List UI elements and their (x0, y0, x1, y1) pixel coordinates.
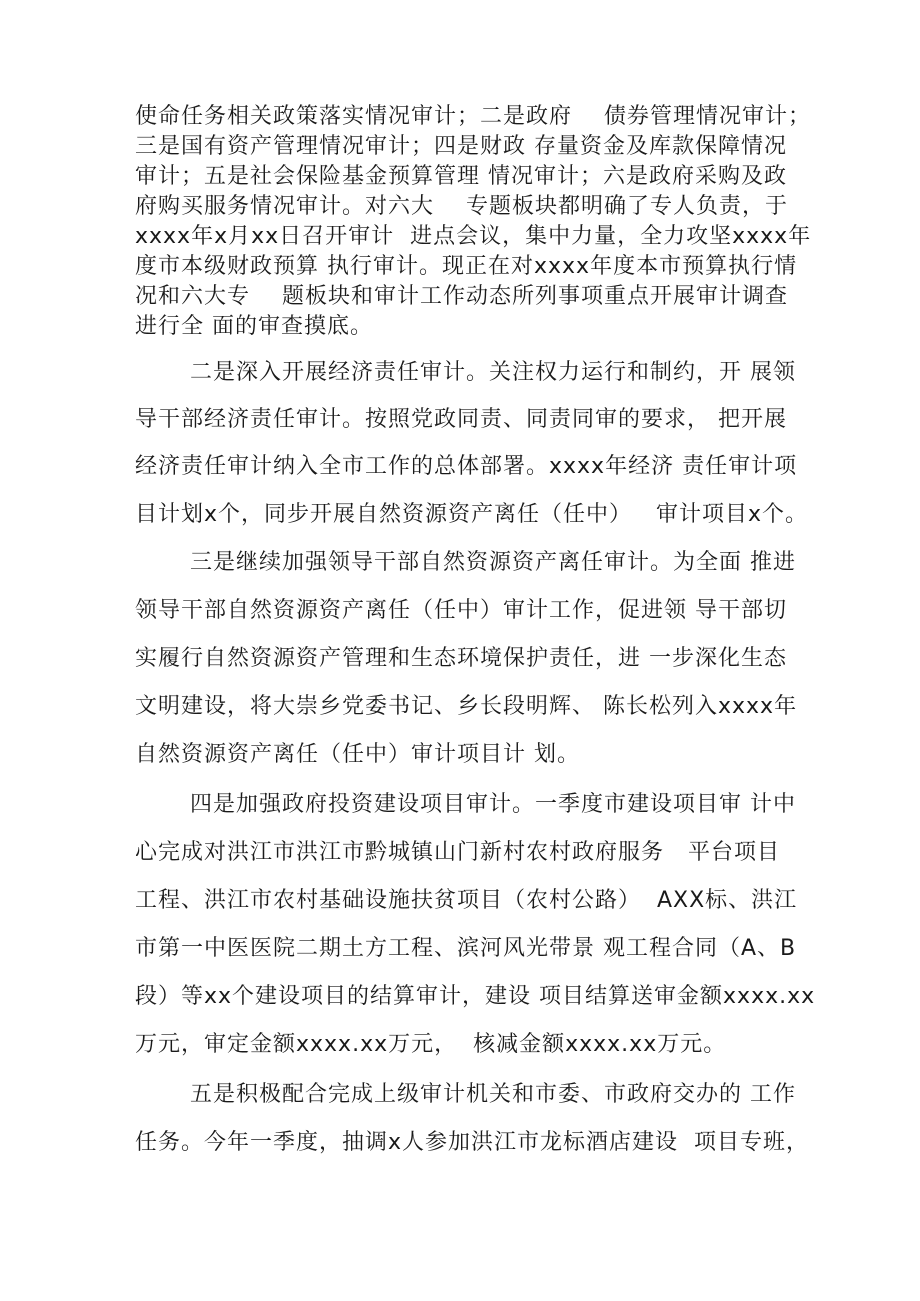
text-line: xxxx年x月xx日召开审计 进点会议，集中力量，全力攻坚xxxx年 (135, 224, 812, 249)
text-line: 领导干部自然资源资产离任（任中）审计工作，促进领 导干部切 (135, 598, 787, 623)
text-line: 市第一中医医院二期土方工程、滨河风光带景 观工程合同（A、B (135, 936, 797, 961)
text-line: 段）等xx个建设项目的结算审计，建设 项目结算送审金额xxxx.xx (135, 984, 816, 1009)
text-line: 四是加强政府投资建设项目审计。一季度市建设项目审 计中 (190, 792, 796, 817)
text-line: 度市本级财政预算 执行审计。现正在对xxxx年度本市预算执行情 (135, 254, 798, 279)
text-line: 三是继续加强领导干部自然资源资产离任审计。为全面 推进 (190, 550, 796, 575)
text-line: 进行全 面的审查摸底。 (135, 314, 373, 339)
text-line: 审计；五是社会保险基金预算管理 情况审计；六是政府采购及政 (135, 164, 787, 189)
text-line: 经济责任审计纳入全市工作的总体部署。xxxx年经济 责任审计项 (135, 454, 798, 479)
text-line: 目计划x个，同步开展自然资源资产离任（任中） 审计项目x个。 (135, 502, 809, 527)
text-line: 实履行自然资源资产管理和生态环境保护责任，进 一步深化生态 (135, 646, 787, 671)
text-line: 三是国有资产管理情况审计；四是财政 存量资金及库款保障情况 (135, 134, 787, 159)
text-line: 自然资源资产离任（任中）审计项目计 划。 (135, 742, 580, 767)
text-line: 工程、洪江市农村基础设施扶贫项目（农村公路） AXX标、洪江 (135, 888, 798, 913)
text-line: 二是深入开展经济责任审计。关注权力运行和制约，开 展领 (190, 360, 796, 385)
text-line: 任务。今年一季度，抽调x人参加洪江市龙标酒店建设 项目专班， (135, 1130, 810, 1155)
text-line: 五是积极配合完成上级审计机关和市委、市政府交办的 工作 (190, 1082, 796, 1107)
text-line: 况和六大专 题板块和审计工作动态所列事项重点开展审计调查 (135, 284, 788, 309)
text-line: 使命任务相关政策落实情况审计；二是政府 债券管理情况审计； (135, 104, 811, 129)
text-line: 府购买服务情况审计。对六大 专题板块都明确了专人负责，于 (135, 194, 788, 219)
text-line: 心完成对洪江市洪江市黔城镇山门新村农村政府服务 平台项目 (135, 840, 780, 865)
text-line: 文明建设，将大崇乡党委书记、乡长段明辉、 陈长松列入xxxx年 (135, 694, 798, 719)
text-line: 万元，审定金额xxxx.xx万元， 核减金额xxxx.xx万元。 (135, 1032, 727, 1057)
text-line: 导干部经济责任审计。按照党政同责、同责同审的要求， 把开展 (135, 407, 787, 432)
